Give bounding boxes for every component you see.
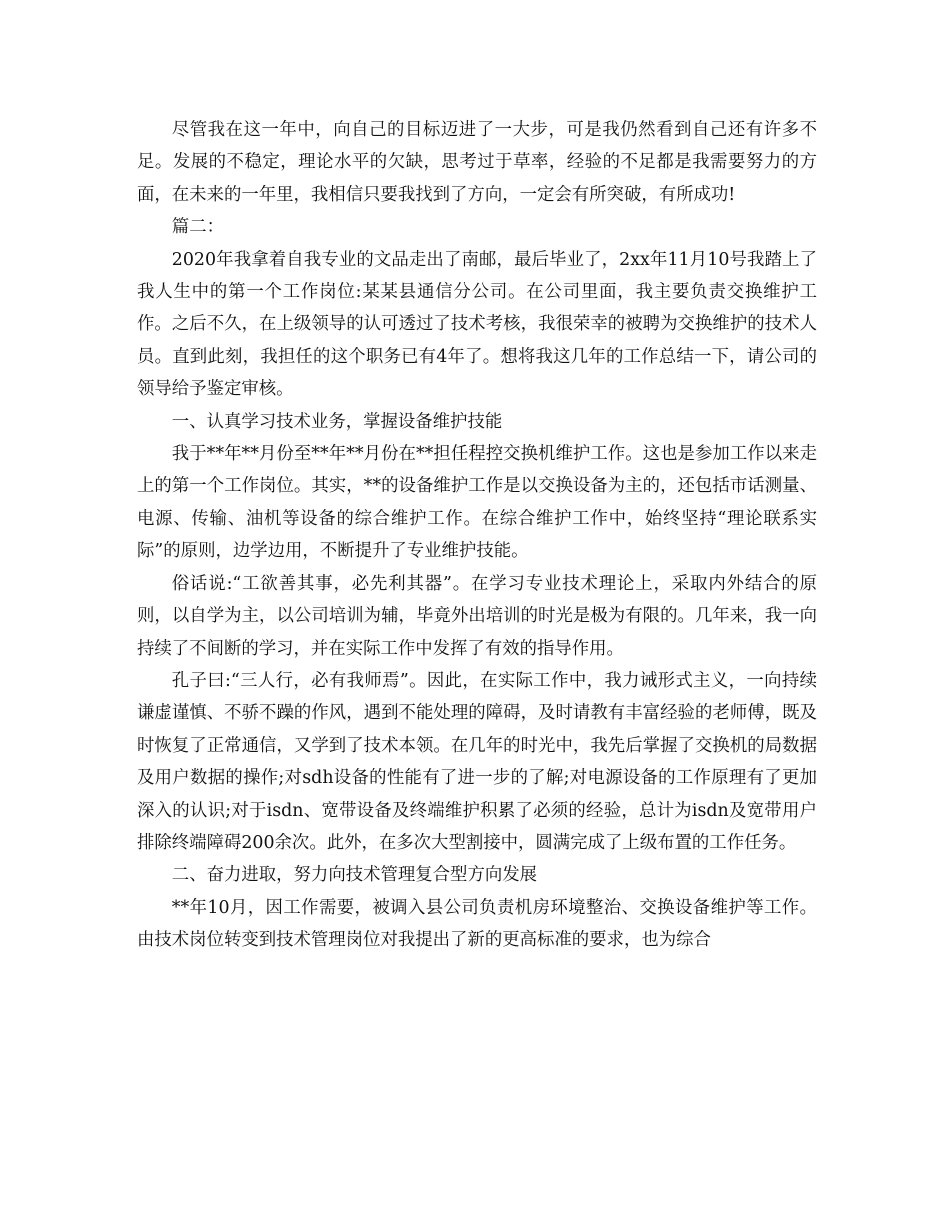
section-label-part-two: 篇二： (171, 217, 224, 238)
heading-section-two: 二、奋力进取，努力向技术管理复合型方向发展 (171, 865, 538, 886)
document-page (137, 114, 817, 957)
paragraph-introduction: 2020年我拿着自我专业的文品走出了南邮，最后毕业了，2xx年11月10号我踏上了我人生中的第一个工作岗位:某某县通信分公司。在公司里面，我主要负责交换维护工作。之后不久，在上级领导的认可透过了技术考核，我很荣幸的被聘为交换维护的技术人员。直到此刻，我担任的这个职务已有4年了。想将我这几年的工作总结一下，请公司的领导给予鉴定审核。 (137, 249, 817, 400)
paragraph-first-post: 我于**年**月份至**年**月份在**担任程控交换机维护工作。这也是参加工作以来走上的第一个工作岗位。其实，**的设备维护工作是以交换设备为主的，还包括市话测量、电源、传输、油机等设备的综合维护工作。在综合维护工作中，始终坚持“理论联系实际”的原则，边学边用，不断提升了专业维护技能。 (137, 444, 817, 562)
paragraph-confucius-quote: 孔子曰:“三人行，必有我师焉”。因此，在实际工作中，我力诫形式主义，一向持续谦虚谨慎、不骄不躁的作风，遇到不能处理的障碍，及时请教有丰富经验的老师傅，既及时恢复了正常通信，又学到了技术本领。在几年的时光中，我先后掌握了交换机的局数据及用户数据的操作;对sdh设备的性能有了进一步的了解;对电源设备的工作原理有了更加深入的认识;对于isdn、宽带设备及终端维护积累了必须的经验，总计为isdn及宽带用户排除终端障碍200余次。此外，在多次大型割接中，圆满完成了上级布置的工作任务。 (137, 670, 817, 853)
heading-section-one: 一、认真学习技术业务，掌握设备维护技能 (171, 411, 503, 432)
paragraph-transfer: **年10月，因工作需要，被调入县公司负责机房环境整治、交换设备维护等工作。由技术岗位转变到技术管理岗位对我提出了新的更高标准的要求，也为综合 (137, 897, 817, 951)
paragraph-closing-summary: 尽管我在这一年中，向自己的目标迈进了一大步，可是我仍然看到自己还有许多不足。发展的不稳定，理论水平的欠缺，思考过于草率，经验的不足都是我需要努力的方面，在未来的一年里，我相信只要我找到了方向，一定会有所突破，有所成功! (137, 120, 817, 205)
paragraph-proverb-tools: 俗话说:“工欲善其事，必先利其器”。在学习专业技术理论上，采取内外结合的原则，以自学为主，以公司培训为辅，毕竟外出培训的时光是极为有限的。几年来，我一向持续了不间断的学习，并在实际工作中发挥了有效的指导作用。 (137, 573, 817, 659)
